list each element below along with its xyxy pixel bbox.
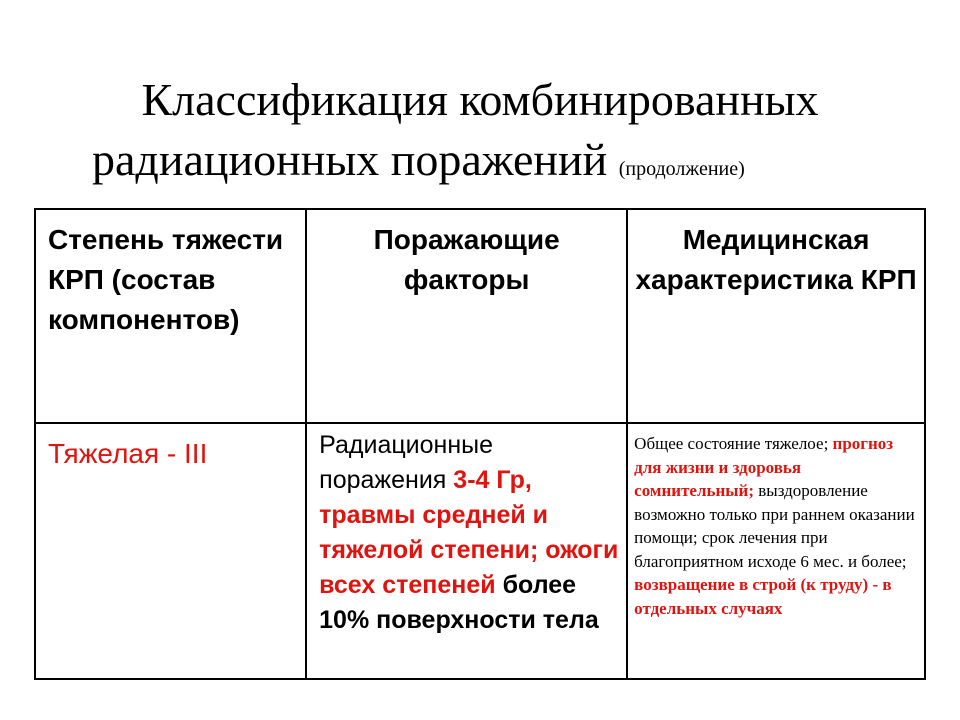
cell-medical xyxy=(627,423,925,679)
cell-severity xyxy=(35,423,306,679)
factors-prefix: Радиационные поражения xyxy=(319,431,494,494)
medical-condition: Общее состояние тяжелое; xyxy=(634,434,833,453)
title-line-1: Классификация комбинированных xyxy=(141,74,819,125)
severity-value: Тяжелая - III xyxy=(48,438,208,469)
header-medical-label: Медицинская характеристика КРП xyxy=(635,224,917,295)
slide-title xyxy=(0,70,960,199)
header-factors-label: Поражающие факторы xyxy=(373,224,560,295)
header-cell-factors xyxy=(306,209,627,423)
factors-area: более 10% поверхности тела xyxy=(319,571,599,634)
title-line-2 xyxy=(0,130,960,199)
medical-prognosis: прогноз для жизни и здоровья сомнительный; xyxy=(634,434,894,500)
factors-text xyxy=(307,424,626,638)
medical-return-to-duty: возвращение в строй (к труду) - в отдельных случаях xyxy=(634,575,892,618)
header-cell-medical xyxy=(627,209,925,423)
medical-recovery: выздоровление возможно только при раннем оказании помощи; срок лечения при благоприятном исходе 6 мес. и более; xyxy=(634,481,915,571)
medical-text xyxy=(628,424,924,620)
header-severity-label: Степень тяжести КРП (состав компонентов) xyxy=(48,224,284,335)
table-row xyxy=(35,423,925,679)
classification-table xyxy=(34,208,926,680)
title-continuation-note: (продолжение) xyxy=(618,158,745,180)
table-header-row xyxy=(35,209,925,423)
factors-highlight: 3-4 Гр, травмы средней и тяжелой степени; ожоги всех степеней xyxy=(319,466,619,599)
cell-factors xyxy=(306,423,627,679)
header-cell-severity xyxy=(35,209,306,423)
title-line-2-text: радиационных поражений xyxy=(92,134,608,185)
